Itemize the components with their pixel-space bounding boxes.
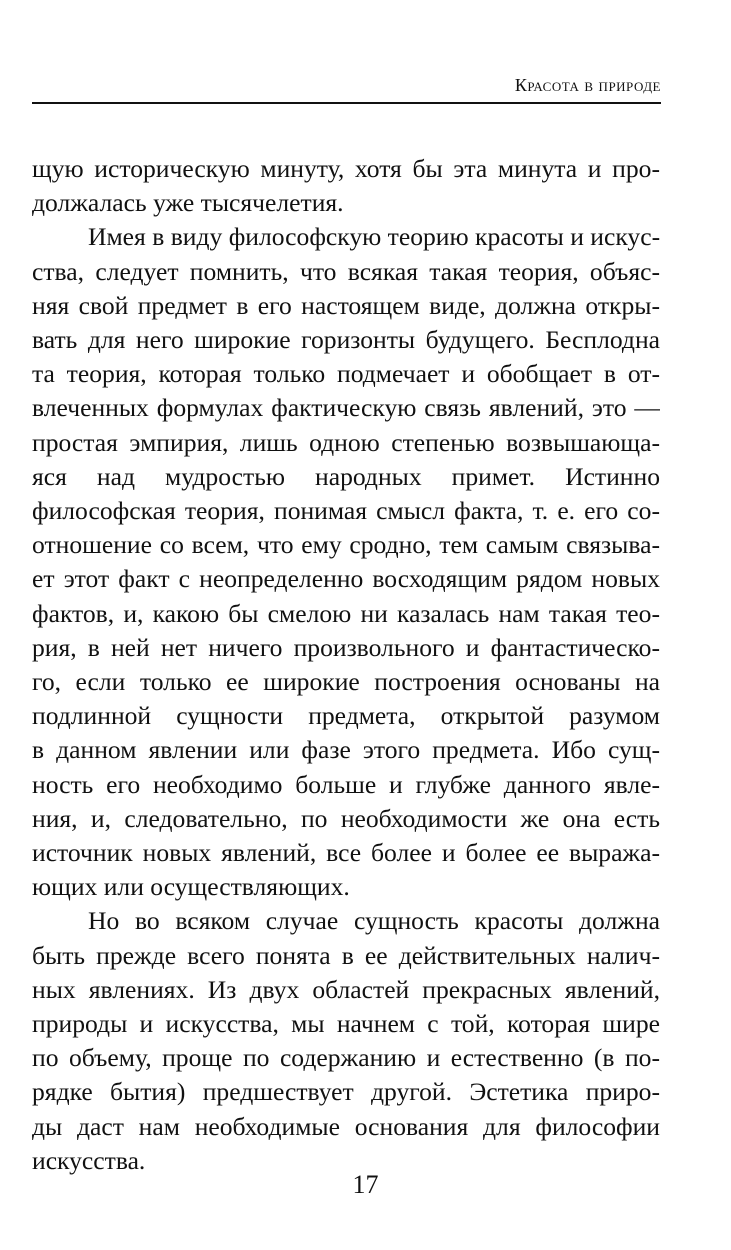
text-line: ды даст нам необходимые основания для философии: [32, 1111, 660, 1141]
text-line: ния, и, следовательно, по необходимости же она есть: [32, 803, 660, 833]
text-line: искусства.: [32, 1145, 146, 1175]
text-line: яся над мудростью народных примет. Истинно: [32, 461, 660, 491]
text-line: ющих или осуществляющих.: [32, 872, 350, 902]
body-text: [32, 152, 660, 1178]
text-line: ства, следует помнить, что всякая такая теория, объяс-: [32, 256, 660, 286]
text-line: влеченных формулах фактическую связь явлений, это —: [32, 393, 660, 423]
text-line: в данном явлении или фазе этого предмета. Ибо сущ-: [32, 735, 660, 765]
text-line: подлинной сущности предмета, открытой разумом: [32, 701, 660, 731]
text-line: по объему, проще по содержанию и естественно (в по-: [32, 1043, 660, 1073]
page-number: 17: [352, 1170, 379, 1199]
text-line: философская теория, понимая смысл факта, т. е. его со-: [32, 496, 660, 526]
text-line: щую историческую минуту, хотя бы эта минута и про-: [32, 154, 660, 183]
text-line: Имея в виду философскую теорию красоты и искус-: [88, 222, 660, 252]
text-line: рядке бытия) предшествует другой. Эстетика приро-: [32, 1077, 660, 1107]
text-line: Но во всяком случае сущность красоты должна: [88, 906, 660, 936]
text-line: вать для него широкие горизонты будущего. Бесплодна: [32, 325, 660, 355]
running-head-title: Красота в природе: [514, 75, 661, 95]
text-line: ность его необходимо больше и глубже данного явле-: [32, 769, 660, 799]
paragraph-2: [32, 220, 660, 904]
text-line: рия, в ней нет ничего произвольного и фантастическо-: [32, 632, 660, 662]
paragraph-1: [32, 152, 660, 220]
text-line: природы и искусства, мы начнем с той, которая шире: [32, 1009, 660, 1039]
text-line: быть прежде всего понята в ее действительных налич-: [32, 940, 660, 970]
paragraph-3: [32, 904, 660, 1178]
text-line: отношение со всем, что ему сродно, тем самым связыва-: [32, 530, 660, 560]
text-line: источник новых явлений, все более и более ее выража-: [32, 838, 660, 868]
text-line: няя свой предмет в его настоящем виде, должна откры-: [32, 290, 660, 320]
text-line: должалась уже тысячелетия.: [32, 188, 344, 218]
text-line: фактов, и, какою бы смелою ни казалась нам такая тео-: [32, 598, 660, 628]
text-line: го, если только ее широкие построения основаны на: [32, 667, 660, 697]
text-line: простая эмпирия, лишь одною степенью возвышающа-: [32, 427, 660, 457]
text-line: ных явлениях. Из двух областей прекрасных явлений,: [32, 974, 660, 1004]
text-line: ет этот факт с неопределенно восходящим рядом новых: [32, 564, 660, 594]
text-line: та теория, которая только подмечает и обобщает в от-: [32, 359, 660, 389]
running-head: [32, 72, 661, 104]
